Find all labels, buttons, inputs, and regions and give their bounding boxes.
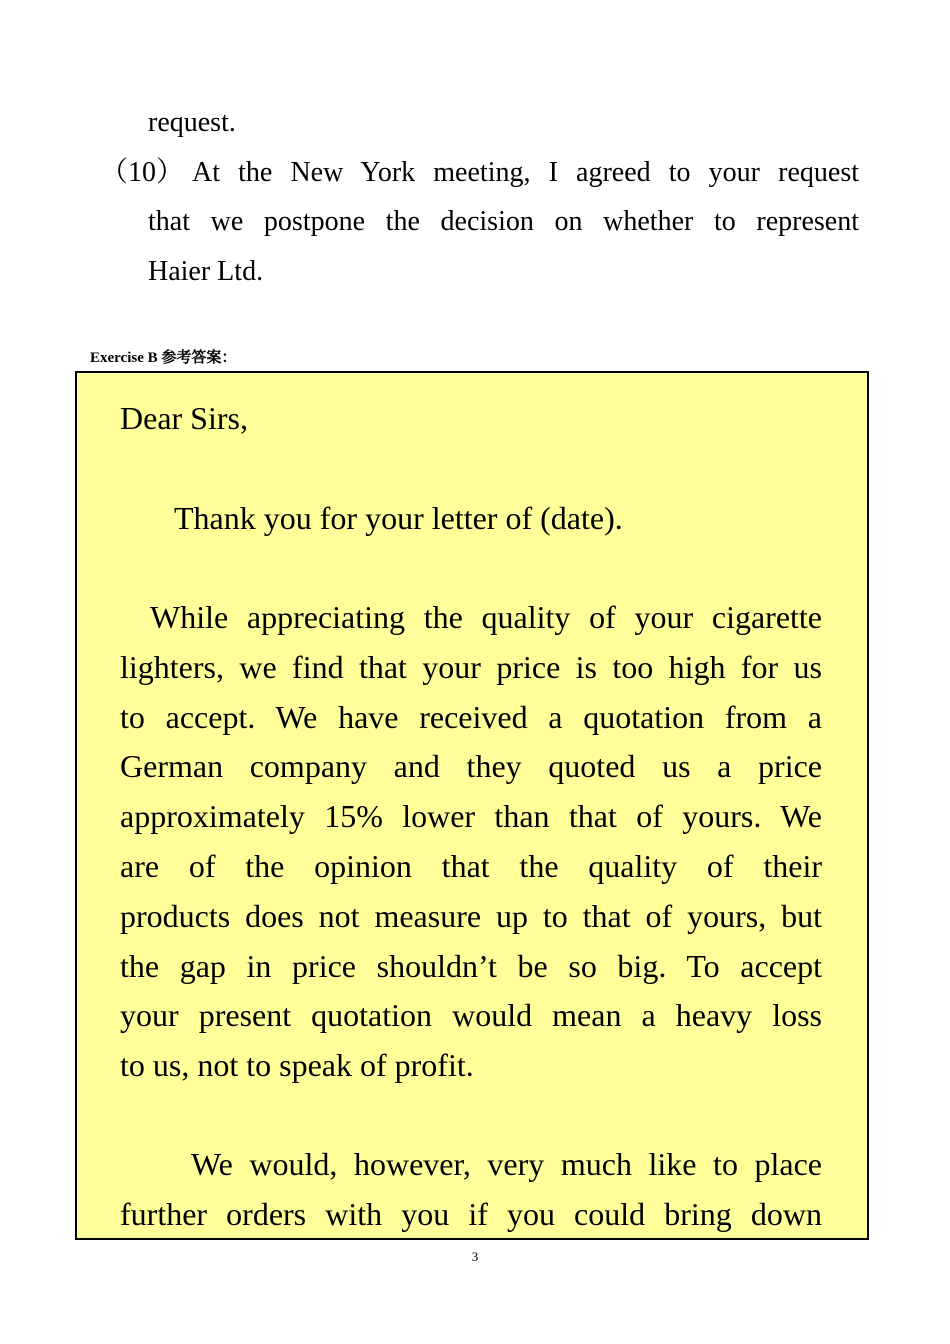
letter-para-3-line-1: We would, however, very much like to place — [191, 1146, 822, 1182]
item-9-tail: request. — [148, 107, 236, 138]
letter-para-2-line-9: your present quotation would mean a heavy loss — [120, 997, 822, 1033]
letter-para-1: Thank you for your letter of (date). — [174, 500, 623, 536]
letter-para-2-line-5: approximately 15% lower than that of yours. We — [120, 798, 822, 834]
letter-para-2-line-4: German company and they quoted us a price — [120, 748, 822, 784]
letter-salutation: Dear Sirs, — [120, 400, 248, 436]
item-10-line-2: that we postpone the decision on whether to represent — [148, 206, 859, 237]
letter-para-2-line-2: lighters, we find that your price is too high for us — [120, 649, 822, 685]
exercise-b-label: Exercise B 参考答案： — [90, 350, 237, 366]
letter-para-2-line-7: products does not measure up to that of yours, but — [120, 898, 822, 934]
letter-para-2-line-1: While appreciating the quality of your cigarette — [150, 599, 822, 635]
answer-letter-box — [75, 371, 869, 1240]
letter-para-2-line-10: to us, not to speak of profit. — [120, 1047, 474, 1083]
item-10-line-3: Haier Ltd. — [148, 256, 264, 287]
item-10-line-1: At the New York meeting, I agreed to your request — [192, 157, 859, 188]
letter-para-2-line-8: the gap in price shouldn’t be so big. To accept — [120, 948, 822, 984]
page-number: 3 — [471, 1249, 479, 1264]
letter-para-2-line-6: are of the opinion that the quality of their — [120, 848, 822, 884]
item-10-number: （10） — [100, 157, 185, 188]
letter-para-3-line-2: further orders with you if you could bring down — [120, 1196, 822, 1232]
letter-para-2-line-3: to accept. We have received a quotation from a — [120, 699, 822, 735]
